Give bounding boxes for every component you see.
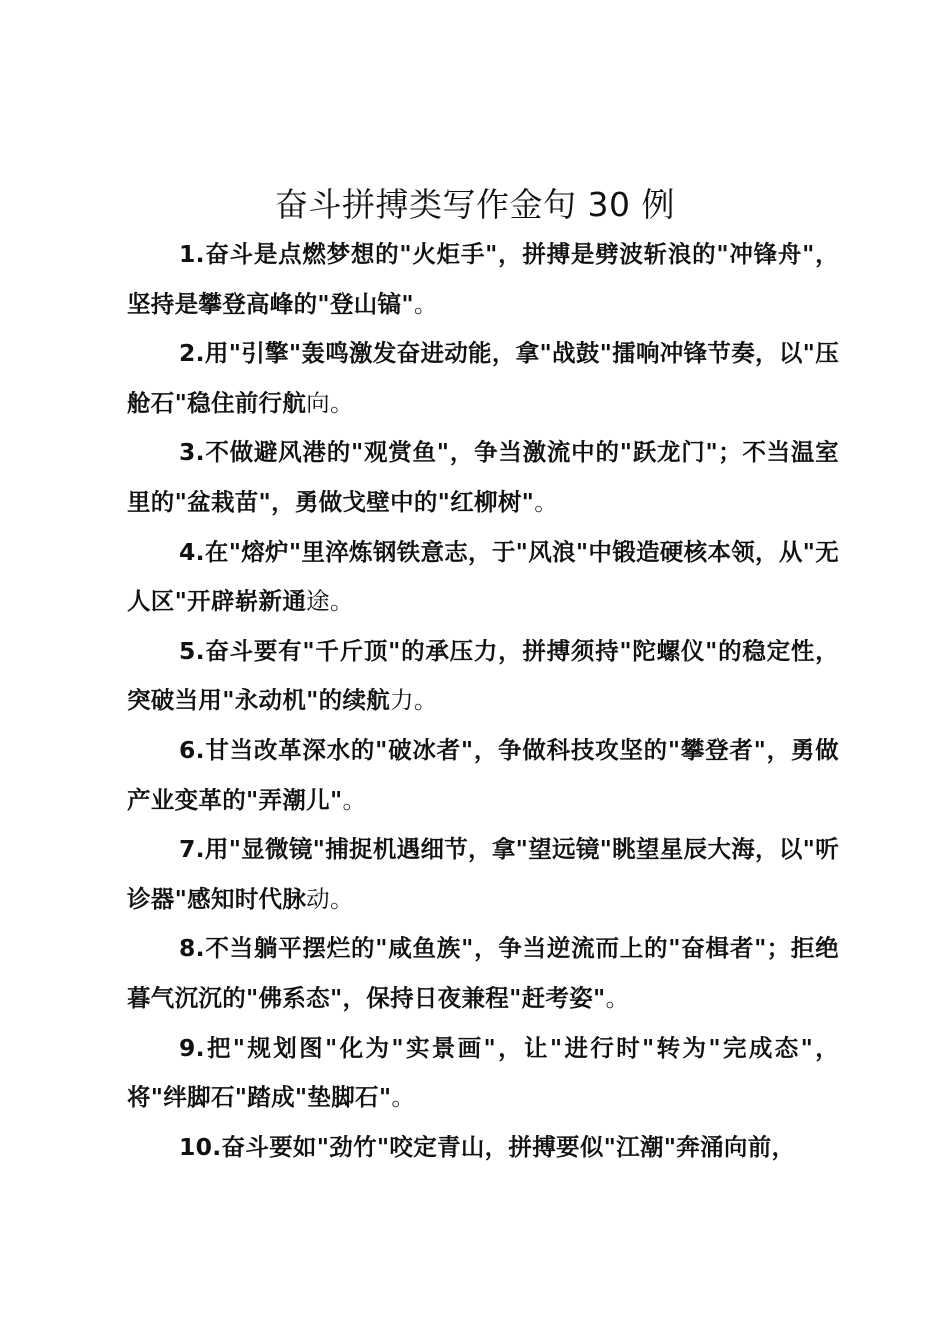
item-text: 2.用"引擎"轰鸣激发奋进动能，拿"战鼓"擂响冲锋节奏，以"压舱石"稳住前行航: [127, 339, 839, 417]
item-text: 8.不当躺平摆烂的"咸鱼族"，争当逆流而上的"奋楫者"；拒绝暮气沉沉的"佛系态"，保持日夜兼程"赶考姿": [127, 934, 839, 1012]
list-item: [127, 924, 839, 1023]
item-text: 6.甘当改革深水的"破冰者"，争做科技攻坚的"攀登者"，勇做产业变革的"弄潮儿": [127, 735, 839, 814]
item-tail: 。: [413, 289, 438, 318]
item-tail: 力。: [390, 686, 438, 715]
list-item: [127, 825, 839, 924]
item-text: 5.奋斗要有"千斤顶"的承压力，拼搏须持"陀螺仪"的稳定性，突破当用"永动机"的续航: [127, 636, 839, 715]
item-text: 4.在"熔炉"里淬炼钢铁意志，于"风浪"中锻造硬核本领，从"无人区"开辟崭新通: [127, 537, 839, 616]
item-tail: 途。: [306, 587, 354, 616]
list-item: [127, 230, 839, 329]
item-tail: 向。: [306, 388, 354, 417]
sentence-list: [127, 230, 839, 1172]
item-tail: 。: [342, 785, 367, 814]
item-text: 1.奋斗是点燃梦想的"火炬手"，拼搏是劈波斩浪的"冲锋舟"，坚持是攀登高峰的"登山镐": [127, 240, 839, 318]
item-tail: 动。: [306, 884, 354, 913]
item-tail: 。: [534, 487, 558, 516]
item-tail: 。: [605, 983, 630, 1012]
list-item: [127, 726, 839, 825]
item-text: 3.不做避风港的"观赏鱼"，争当激流中的"跃龙门"；不当温室里的"盆栽苗"，勇做戈壁中的"红柳树": [127, 438, 839, 516]
list-item: [127, 528, 839, 627]
item-text: 9.把"规划图"化为"实景画"，让"进行时"转为"完成态"，将"绊脚石"踏成"垫脚石": [127, 1033, 839, 1112]
item-text: 10.奋斗要如"劲竹"咬定青山，拼搏要似"江潮"奔涌向前，: [179, 1132, 796, 1161]
list-item: [127, 1123, 839, 1173]
list-item: [127, 428, 839, 527]
list-item: [127, 1024, 839, 1123]
document-title: 奋斗拼搏类写作金句 30 例: [275, 185, 675, 224]
item-tail: 。: [391, 1083, 416, 1112]
list-item: [127, 627, 839, 726]
item-text: 7.用"显微镜"捕捉机遇细节，拿"望远镜"眺望星辰大海，以"听诊器"感知时代脉: [127, 835, 839, 913]
list-item: [127, 329, 839, 428]
